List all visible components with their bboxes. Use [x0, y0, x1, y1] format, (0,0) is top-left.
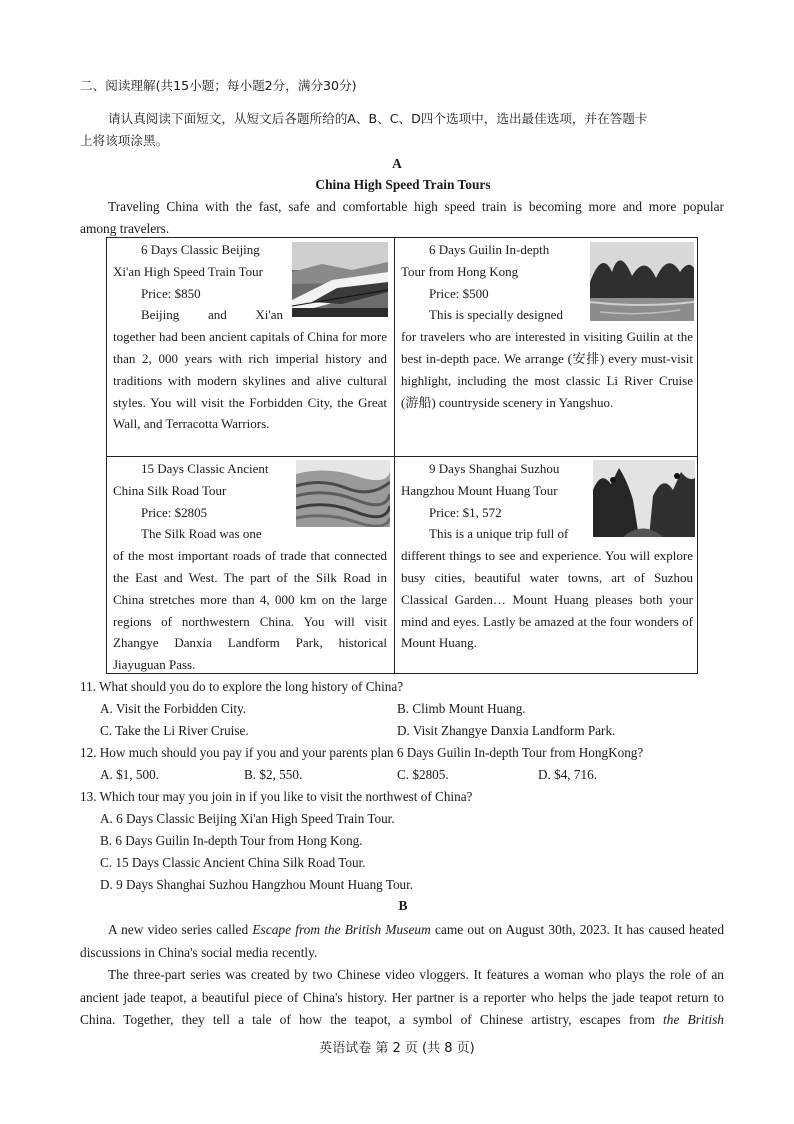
tour-cell-silk-road — [113, 458, 387, 676]
answer-option: B. Climb Mount Huang. — [397, 701, 526, 716]
passage-text: A new video series called — [108, 922, 253, 937]
tour-name: Hangzhou Mount Huang Tour — [401, 482, 558, 498]
tour-description: different things to see and experience. You will explore busy cities, beautiful water towns, art of Suzhou Classical Garden… Mount Huang pleases both your mind and eyes. Lastly be amazed at the four wonders of Mount Huang. — [401, 548, 693, 651]
tour-name: Xi'an High Speed Train Tour — [113, 263, 263, 279]
question-stem: 13. Which tour may you join in if you like to visit the northwest of China? — [80, 789, 473, 804]
question-stem: 12. How much should you pay if you and your parents plan 6 Days Guilin In-depth Tour from HongKong? — [80, 745, 644, 760]
tour-cell-mount-huang — [401, 458, 693, 654]
passage-text: came out on August 30th, 2023. It has caused heated discussions in China's social media recently. — [80, 922, 725, 960]
tour-description: Beijing and Xi'an — [141, 307, 283, 323]
tour-price: Price: $500 — [429, 285, 489, 301]
answer-option: C. Take the Li River Cruise. — [100, 723, 249, 738]
passage-b-paragraph-2 — [80, 964, 724, 1032]
answer-option: D. Visit Zhangye Danxia Landform Park. — [397, 723, 616, 738]
video-series-title: Escape from the British Museum — [252, 922, 431, 937]
passage-a-title: China High Speed Train Tours — [315, 177, 491, 192]
tour-description: of the most important roads of trade that connected the East and West. The part of the Silk Road in China stretches more than 4, 000 km on the large regions of northwestern China. You will visit Zhangye Danxia Landform Park, historical Jiayuguan Pass. — [113, 548, 387, 673]
answer-option: D. $4, 716. — [538, 767, 597, 782]
passage-a-intro-cont: among travelers. — [80, 221, 170, 236]
tour-name: 15 Days Classic Ancient — [141, 461, 269, 476]
passage-b-label: B — [398, 898, 408, 913]
tour-price: Price: $850 — [141, 285, 201, 301]
tour-price: Price: $1, 572 — [429, 504, 502, 520]
tour-description: This is specially designed — [429, 307, 563, 323]
answer-option: B. 6 Days Guilin In-depth Tour from Hong Kong. — [100, 833, 363, 848]
tour-cell-guilin — [401, 239, 693, 413]
passage-b-paragraph-1 — [80, 919, 724, 964]
passage-text-italic: the British — [663, 1012, 725, 1027]
tour-description: This is a unique trip full of — [429, 526, 569, 542]
section-instruction: 请认真阅读下面短文，从短文后各题所给的A、B、C、D四个选项中，选出最佳选项，并在答题卡 — [108, 111, 648, 126]
answer-option: C. 15 Days Classic Ancient China Silk Road Tour. — [100, 855, 366, 870]
question-stem: 11. What should you do to explore the long history of China? — [80, 679, 404, 694]
tour-name: 6 Days Guilin In-depth — [429, 242, 550, 257]
passage-a-label: A — [392, 156, 402, 171]
passage-a-intro: Traveling China with the fast, safe and comfortable high speed train is becoming more and more popular — [108, 199, 724, 214]
tour-name: 6 Days Classic Beijing — [141, 242, 260, 257]
page-footer: 英语试卷 第 2 页 (共 8 页) — [319, 1041, 475, 1056]
answer-option: A. $1, 500. — [100, 767, 159, 782]
answer-option: A. 6 Days Classic Beijing Xi'an High Speed Train Tour. — [100, 811, 395, 826]
passage-text: The three-part series was created by two Chinese video vloggers. It features a woman who plays the role of an ancient jade teapot, a beautiful piece of China's history. Her partner is a reporter who helps the jade teapot return to China. Together, they tell a tale of how the teapot, a symbol of Chinese artistry, escapes from — [80, 967, 724, 1027]
section-heading: 二、阅读理解(共15小题；每小题2分，满分30分) — [80, 78, 357, 93]
tour-name: 9 Days Shanghai Suzhou — [429, 461, 560, 476]
answer-option: B. $2, 550. — [244, 767, 303, 782]
answer-option: D. 9 Days Shanghai Suzhou Hangzhou Mount Huang Tour. — [100, 877, 414, 892]
tour-description: for travelers who are interested in visiting Guilin at the best in-depth pace. We arrange (安排) every must-visit highlight, including the most classic Li River Cruise (游船) countryside scenery in Yangshuo. — [401, 329, 693, 410]
tour-name: China Silk Road Tour — [113, 482, 227, 498]
tour-description: The Silk Road was one — [141, 526, 262, 542]
tour-cell-beijing-xian — [113, 239, 387, 435]
answer-option: A. Visit the Forbidden City. — [100, 701, 247, 716]
tour-description: together had been ancient capitals of China for more than 2, 000 years with rich imperial history and traditions with modern skylines and alive cultural styles. You will visit the Forbidden City, the Great Wall, and Terracotta Warriors. — [113, 329, 387, 432]
answer-option: C. $2805. — [397, 767, 449, 782]
section-instruction-cont: 上将该项涂黑。 — [80, 133, 169, 148]
tour-price: Price: $2805 — [141, 504, 208, 520]
tour-name: Tour from Hong Kong — [401, 263, 519, 279]
